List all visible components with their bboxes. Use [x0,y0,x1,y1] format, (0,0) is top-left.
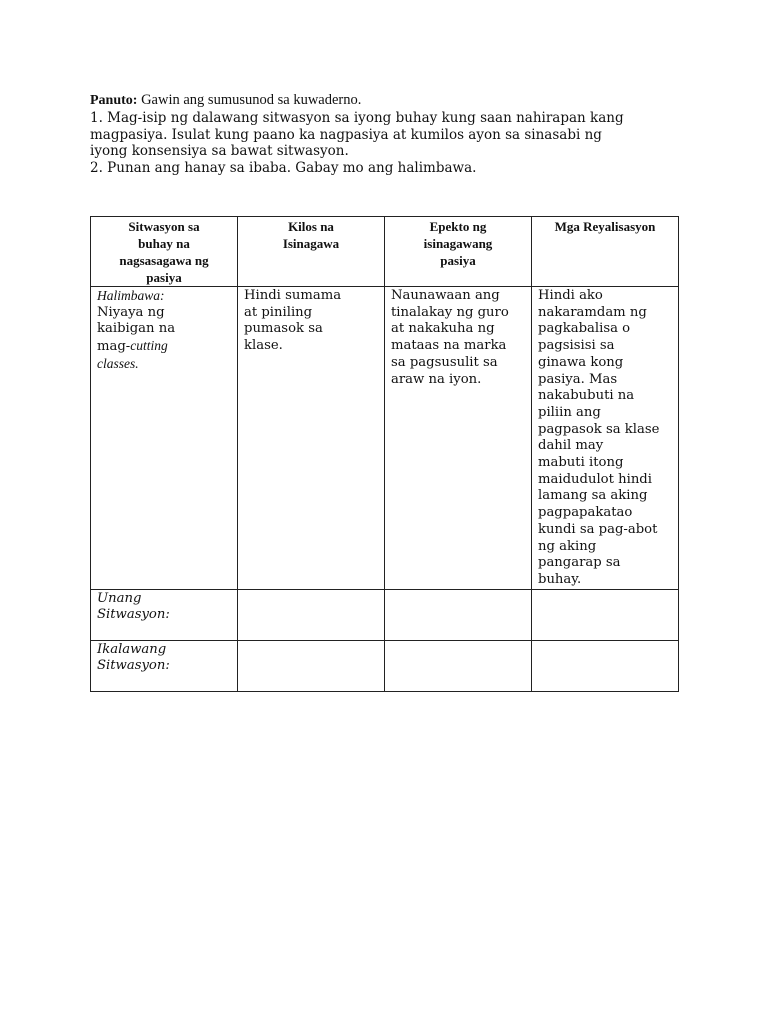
example-effect-line: Naunawaan ang [391,288,500,303]
first-situation-effect-cell [385,589,532,640]
example-realization-line: Hindi ako [538,288,603,303]
second-situation-action-cell [238,640,385,691]
example-realization-line: lamang sa aking [538,488,648,504]
first-situation-label-cell [91,589,238,640]
instruction-item-2: 2. Punan ang hanay sa ibaba. Gabay mo ang halimbawa. [90,160,477,177]
header-line: Mga Reyalisasyon [554,219,656,234]
example-realization-line: nakabubuti na [538,388,635,404]
example-realization-line: mabuti itong [538,455,624,471]
table-row-second-situation [91,640,679,691]
example-realization-line: dahil may [538,438,604,454]
instruction-item-1-line-1: 1. Mag-isip ng dalawang sitwasyon sa iyong buhay kung saan nahirapan kang [90,109,624,126]
example-effect-line: tinalakay ng guro [391,304,509,320]
second-situation-label-cell [91,640,238,691]
example-realization-line: ng aking [538,538,597,554]
first-situation-action-cell [238,589,385,640]
table-row-example [91,287,679,590]
instruction-heading [90,92,690,110]
example-realization-line: maidudulot hindi [538,471,652,487]
example-realization-line: pagpapakatao [538,505,633,521]
table-header-row [91,217,679,287]
example-situation-line: kaibigan na [97,321,176,337]
situations-table [90,216,679,692]
header-epekto [385,217,532,287]
first-situation-label-line: Sitwasyon: [97,607,170,623]
example-effect-cell [385,287,532,590]
second-situation-label-line: Sitwasyon: [97,658,170,674]
header-line: isinagawang [423,236,493,251]
header-sitwasyon [91,217,238,287]
example-action-line: Hindi sumama [244,288,342,303]
example-situation-line: Niyaya ng [97,304,165,320]
example-realization-line: buhay. [538,571,582,587]
header-line: Sitwasyon sa [128,219,200,234]
example-action-cell [238,287,385,590]
example-realization-line: pagkabalisa o [538,321,631,337]
first-situation-realization-cell [532,589,679,640]
second-situation-effect-cell [385,640,532,691]
header-line: pasiya [440,253,476,268]
example-effect-line: at nakakuha ng [391,321,495,337]
panuto-text: Gawin ang sumusunod sa kuwaderno. [137,92,362,108]
header-line: nagsasagawa ng [119,253,209,268]
example-effect-line: araw na iyon. [391,371,482,387]
header-line: buhay na [138,236,190,251]
example-realization-line: pagsisisi sa [538,338,615,354]
example-action-line: at piniling [244,304,313,320]
header-line: pasiya [146,270,182,285]
example-realization-cell [532,287,679,590]
instruction-item-1-line-2: magpasiya. Isulat kung paano ka nagpasiya at kumilos ayon sa sinasabi ng [90,126,602,143]
example-effect-line: mataas na marka [391,338,507,354]
header-line: Epekto ng [429,219,487,234]
header-line: Isinagawa [282,236,340,251]
panuto-label: Panuto: [90,93,138,108]
example-realization-line: ginawa kong [538,354,624,370]
second-situation-realization-cell [532,640,679,691]
header-kilos [238,217,385,287]
example-situation-cell [91,287,238,590]
instruction-item-1-line-3: iyong konsensiya sa bawat sitwasyon. [90,143,349,160]
example-realization-line: pagpasok sa klase [538,421,660,437]
example-realization-line: nakaramdam ng [538,304,647,320]
header-reyalisasyon [532,217,679,287]
example-situation-italic: cutting [130,338,168,354]
example-label: Halimbawa: [97,288,165,303]
example-situation-prefix: mag- [97,339,131,355]
example-realization-line: pangarap sa [538,555,621,571]
example-situation-line: classes. [97,355,139,371]
header-line: Kilos na [288,219,334,234]
example-effect-line: sa pagsusulit sa [391,354,498,370]
second-situation-label-line: Ikalawang [97,641,167,657]
first-situation-label-line: Unang [97,590,142,606]
example-situation-line [97,338,231,356]
example-realization-line: kundi sa pag-abot [538,521,658,537]
example-action-line: klase. [244,338,283,354]
example-action-line: pumasok sa [244,321,323,337]
table-row-first-situation [91,589,679,640]
instructions-block [90,92,690,177]
example-realization-line: piliin ang [538,404,601,420]
example-realization-line: pasiya. Mas [538,371,618,387]
